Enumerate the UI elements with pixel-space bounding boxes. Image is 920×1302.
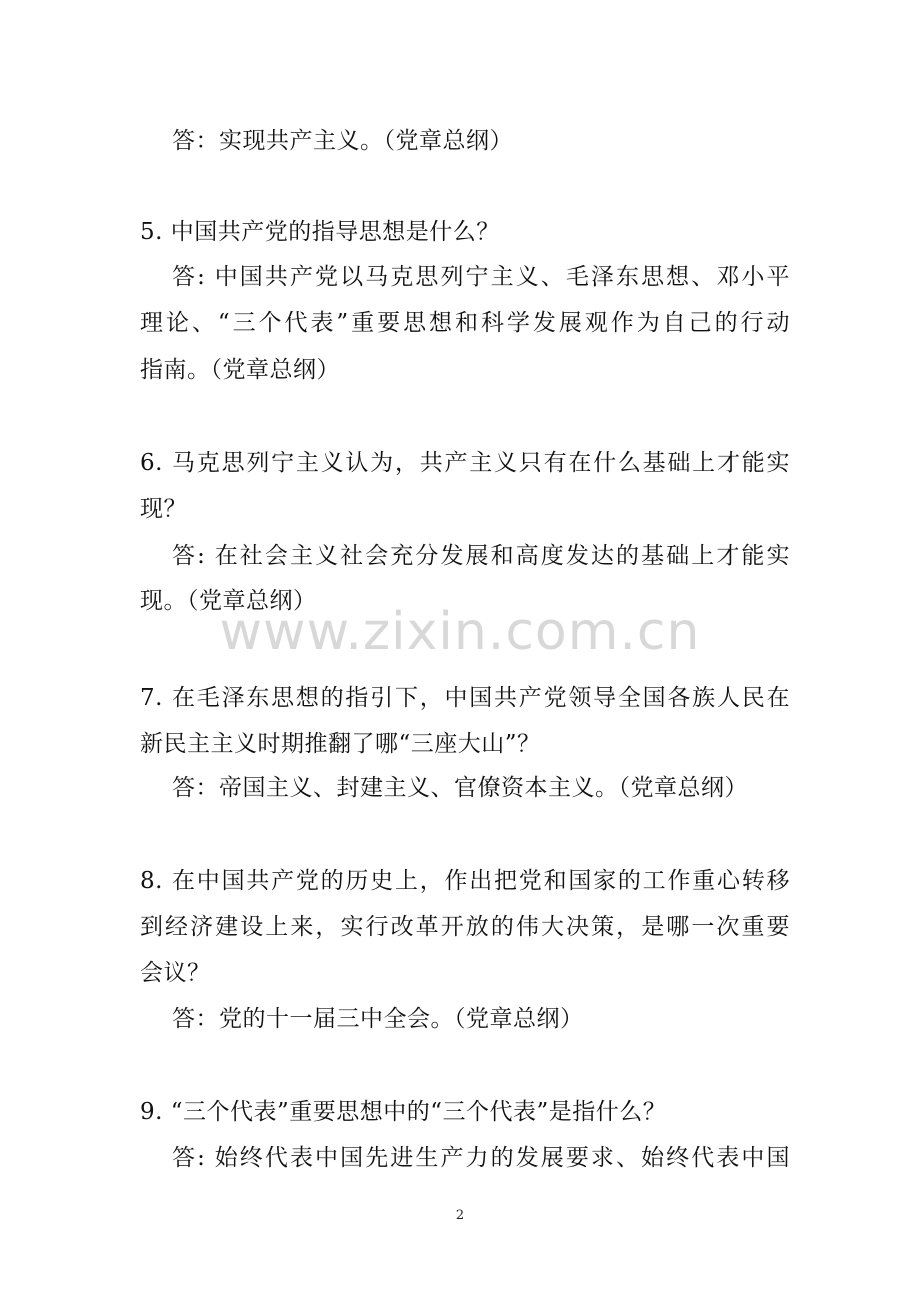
- question-9-line-1: 9. “三个代表”重要思想中的“三个代表”是指什么？: [140, 1099, 667, 1125]
- question-5-line-1: 5. 中国共产党的指导思想是什么？: [140, 219, 500, 245]
- answer-8-line-1: 答：党的十一届三中全会。（党章总纲）: [172, 1006, 584, 1032]
- question-6-line-2: 现？: [140, 496, 187, 522]
- question-8-line-2: 到经济建设上来，实行改革开放的伟大决策，是哪一次重要: [140, 914, 790, 940]
- answer-6-line-1: 答: 在社会主义社会充分发展和高度发达的基础上才能实: [172, 543, 790, 569]
- answer-5-line-1: 答: 中国共产党以马克思列宁主义、毛泽东思想、邓小平: [172, 264, 790, 290]
- answer-6-line-2: 现。（党章总纲）: [140, 588, 317, 614]
- answer-4-line-1: 答：实现共产主义。（党章总纲）: [172, 128, 513, 154]
- answer-9-line-1: 答: 始终代表中国先进生产力的发展要求、始终代表中国: [172, 1145, 790, 1171]
- watermark-text: www.zixin.com.cn: [219, 602, 701, 662]
- question-7-line-1: 7. 在毛泽东思想的指引下，中国共产党领导全国各族人民在: [140, 685, 790, 711]
- question-8-line-3: 会议？: [140, 960, 211, 986]
- question-6-line-1: 6. 马克思列宁主义认为，共产主义只有在什么基础上才能实: [140, 450, 790, 476]
- answer-5-line-3: 指南。（党章总纲）: [140, 357, 340, 383]
- question-7-line-2: 新民主主义时期推翻了哪“三座大山”？: [140, 731, 541, 757]
- answer-7-line-1: 答：帝国主义、封建主义、官僚资本主义。（党章总纲）: [172, 775, 748, 801]
- answer-5-line-2: 理论、“三个代表”重要思想和科学发展观作为自己的行动: [140, 310, 790, 336]
- question-8-line-1: 8. 在中国共产党的历史上，作出把党和国家的工作重心转移: [140, 868, 790, 894]
- page-number: 2: [455, 1208, 465, 1223]
